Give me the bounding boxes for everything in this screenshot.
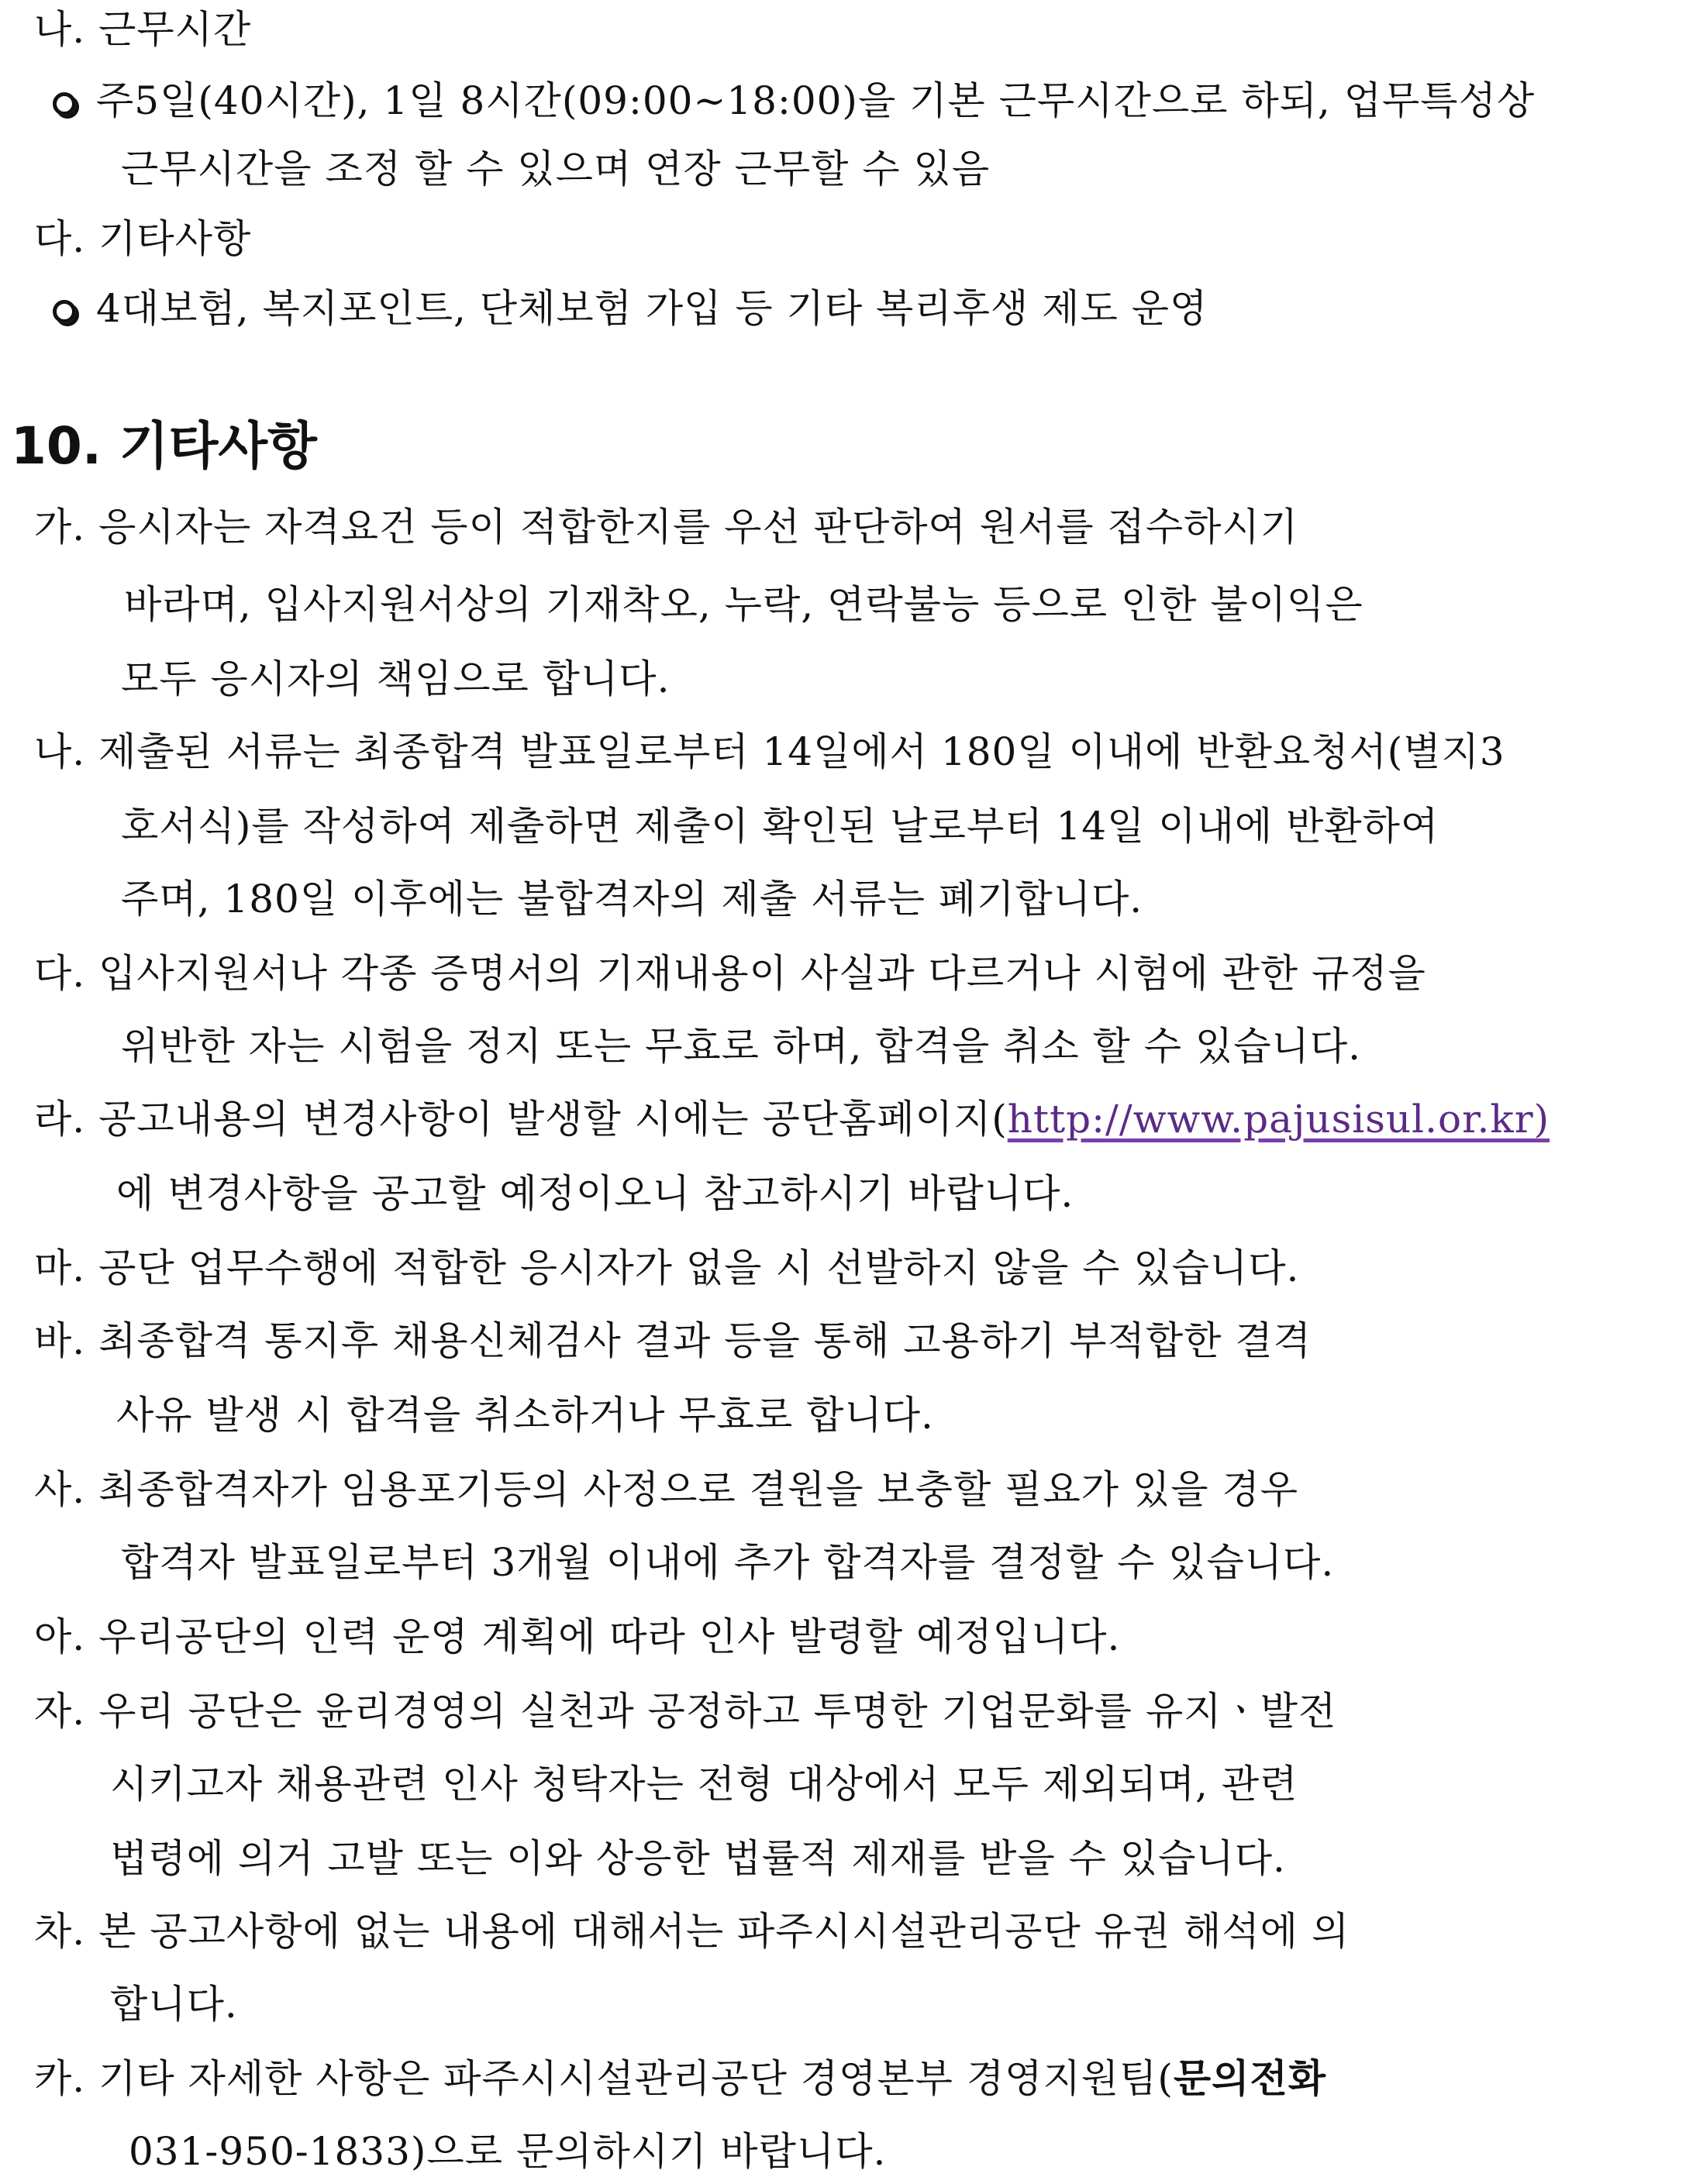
work-hours-label: 나. 근무시간 [34,7,252,52]
misc-bullet-line1: 4대보험, 복지포인트, 단체보험 가입 등 기타 복리후생 제도 운영 [53,285,1208,332]
item-na-line1: 나. 제출된 서류는 최종합격 발표일로부터 14일에서 180일 이내에 반환요청서(별지3 [34,729,1505,774]
item-ga-line2: 바라며, 입사지원서상의 기재착오, 누락, 연락불능 등으로 인한 불이익은 [124,582,1363,627]
item-ba-line1: 바. 최종합격 통지후 채용신체검사 결과 등을 통해 고용하기 부적합한 결격 [34,1318,1312,1363]
item-cha-line1: 차. 본 공고사항에 없는 내용에 대해서는 파주시시설관리공단 유권 해석에 의 [34,1909,1350,1954]
inquiry-phone-label: 문의전화 [1173,2056,1327,2101]
item-sa-line2: 합격자 발표일로부터 3개월 이내에 추가 합격자를 결정할 수 있습니다. [121,1540,1335,1585]
item-ja-line1: 자. 우리 공단은 윤리경영의 실천과 공정하고 투명한 기업문화를 유지ㆍ발전 [34,1689,1337,1734]
item-sa-line1: 사. 최종합격자가 임용포기등의 사정으로 결원을 보충할 필요가 있을 경우 [34,1467,1299,1512]
item-da-line2: 위반한 자는 시험을 정지 또는 무효로 하며, 합격을 취소 할 수 있습니다. [121,1024,1362,1069]
item-ja-line3: 법령에 의거 고발 또는 이와 상응한 법률적 제재를 받을 수 있습니다. [110,1836,1286,1881]
item-ba-line2: 사유 발생 시 합격을 취소하거나 무효로 합니다. [116,1393,934,1438]
item-a-line1: 아. 우리공단의 인력 운영 계획에 따라 인사 발령할 예정입니다. [34,1614,1121,1659]
item-ja-line2: 시키고자 채용관련 인사 청탁자는 전형 대상에서 모두 제외되며, 관련 [110,1762,1298,1807]
misc-label: 다. 기타사항 [34,216,252,261]
work-hours-bullet-line2: 근무시간을 조정 할 수 있으며 연장 근무할 수 있음 [121,146,991,191]
item-ga-line3: 모두 응시자의 책임으로 합니다. [121,656,671,701]
item-ga-line1: 가. 응시자는 자격요건 등이 적합한지를 우선 판단하여 원서를 접수하시기 [34,505,1299,549]
homepage-link[interactable]: http://www.pajusisul.or.kr) [1007,1097,1550,1142]
item-da-line1: 다. 입사지원서나 각종 증명서의 기재내용이 사실과 다르거나 시험에 관한 규정을 [34,951,1426,996]
item-na-line2: 호서식)를 작성하여 제출하면 제출이 확인된 날로부터 14일 이내에 반환하여 [121,804,1439,849]
section-10-title: 10. 기타사항 [11,416,317,476]
circle-bullet-icon [53,92,76,115]
item-ka-line1: 카. 기타 자세한 사항은 파주시시설관리공단 경영본부 경영지원팀(문의전화 [34,2056,1327,2101]
item-ka-line2: 031-950-1833)으로 문의하시기 바랍니다. [129,2129,887,2174]
work-hours-bullet-line1: 주5일(40시간), 1일 8시간(09:00∼18:00)을 기본 근무시간으로 하되, 업무특성상 [53,78,1535,124]
circle-bullet-icon [53,300,76,323]
item-cha-line2: 합니다. [110,1982,238,2027]
item-na-line3: 주며, 180일 이후에는 불합격자의 제출 서류는 폐기합니다. [121,877,1143,921]
item-ra-line2: 에 변경사항을 공고할 예정이오니 참고하시기 바랍니다. [116,1171,1074,1216]
item-ra-line1: 라. 공고내용의 변경사항이 발생할 시에는 공단홈페이지(http://www.pajusisul.or.kr) [34,1097,1550,1142]
item-ma-line1: 마. 공단 업무수행에 적합한 응시자가 없을 시 선발하지 않을 수 있습니다. [34,1245,1300,1290]
